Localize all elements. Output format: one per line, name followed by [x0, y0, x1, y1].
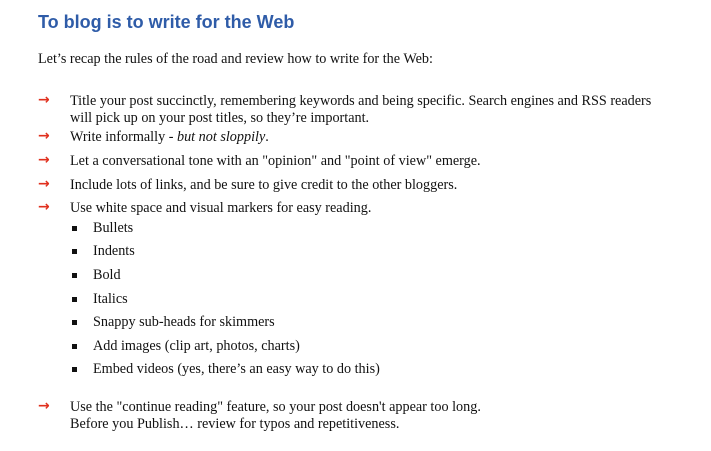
- rule-text-line: will pick up on your post titles, so they’re important.: [70, 110, 370, 126]
- arrow-icon: →: [38, 92, 50, 108]
- square-bullet-icon: [72, 344, 77, 349]
- arrow-icon: →: [38, 398, 50, 414]
- rule-text-line: Title your post succinctly, remembering keywords and being specific. Search engines and RSS readers: [70, 93, 652, 109]
- rule-text-prefix: Write informally -: [70, 129, 177, 145]
- rule-text-line: Before you Publish… review for typos and repetitiveness.: [70, 416, 400, 432]
- intro-paragraph: Let’s recap the rules of the road and review how to write for the Web:: [38, 51, 433, 67]
- arrow-icon: →: [38, 128, 50, 144]
- sub-list-text: Embed videos (yes, there’s an easy way to do this): [93, 361, 380, 377]
- rule-text: [70, 399, 698, 433]
- rule-text: [70, 129, 698, 146]
- square-bullet-icon: [72, 273, 77, 278]
- sub-list-text: Bullets: [93, 220, 134, 236]
- sub-list-text: Add images (clip art, photos, charts): [93, 338, 300, 354]
- sub-list-text: Bold: [93, 267, 121, 283]
- rule-text-line: Use the "continue reading" feature, so your post doesn't appear too long.: [70, 399, 481, 415]
- sub-list-text: Snappy sub-heads for skimmers: [93, 314, 275, 330]
- square-bullet-icon: [72, 320, 77, 325]
- square-bullet-icon: [72, 249, 77, 254]
- rule-text: [70, 153, 698, 170]
- rule-text-line: Use white space and visual markers for easy reading.: [70, 200, 372, 216]
- sub-list-text: Indents: [93, 243, 135, 259]
- square-bullet-icon: [72, 297, 77, 302]
- rule-text: [70, 177, 698, 194]
- rule-text: [70, 200, 698, 217]
- arrow-icon: →: [38, 152, 50, 168]
- rule-text-emphasis: but not sloppily: [176, 129, 266, 145]
- rule-text-line: [70, 129, 698, 146]
- square-bullet-icon: [72, 226, 77, 231]
- rule-text-line: Let a conversational tone with an "opinion" and "point of view" emerge.: [70, 153, 481, 169]
- rule-text-suffix: .: [265, 129, 269, 145]
- page-title: To blog is to write for the Web: [38, 12, 295, 32]
- rule-text: [70, 93, 698, 127]
- sub-list-text: Italics: [93, 291, 128, 307]
- square-bullet-icon: [72, 367, 77, 372]
- rule-text-line: Include lots of links, and be sure to give credit to the other bloggers.: [70, 177, 458, 193]
- arrow-icon: →: [38, 199, 50, 215]
- arrow-icon: →: [38, 176, 50, 192]
